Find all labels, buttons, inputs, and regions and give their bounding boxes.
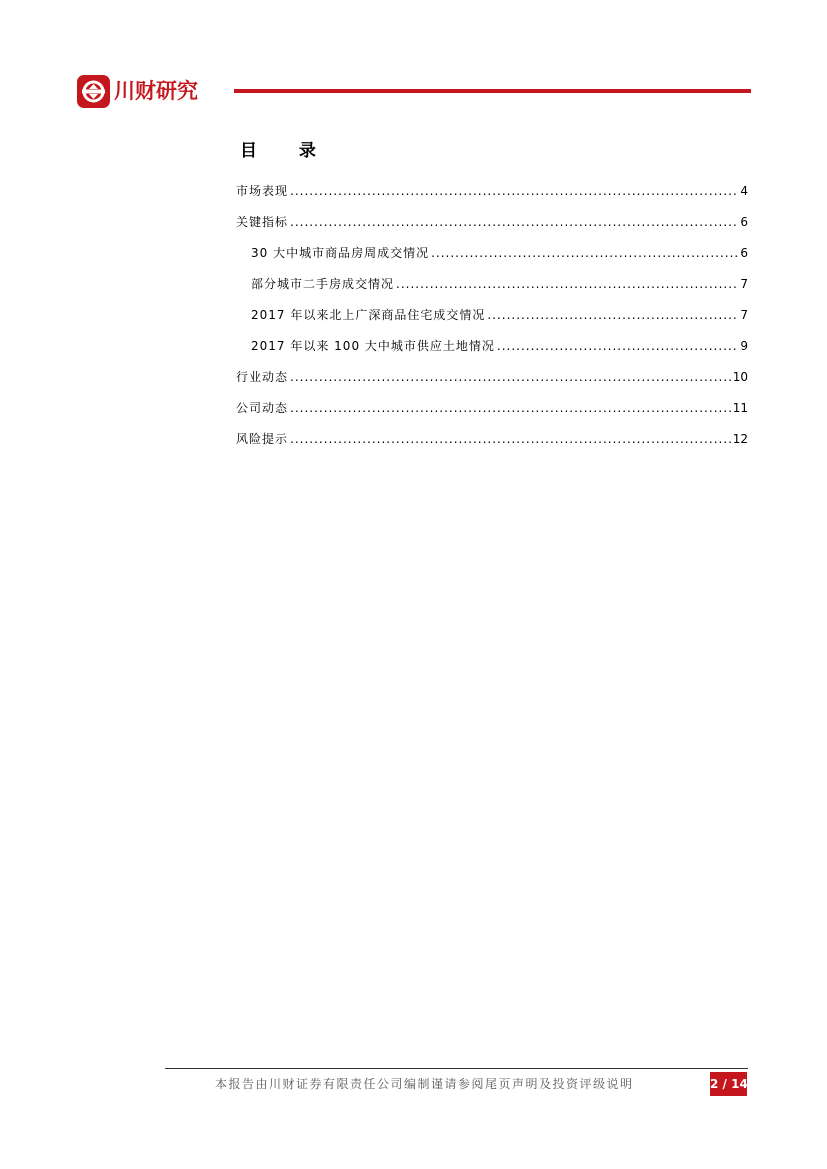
toc-page-number: 12 — [732, 432, 748, 446]
footer-divider — [165, 1068, 748, 1069]
header-divider — [234, 89, 751, 93]
toc-page-number: 6 — [740, 215, 748, 229]
toc-entry[interactable] — [236, 274, 748, 305]
toc-page-number: 11 — [732, 401, 748, 415]
toc-leader-dots — [487, 305, 738, 325]
toc-entry-label: 关键指标 — [236, 215, 289, 229]
page-header — [77, 74, 752, 110]
toc-entry[interactable] — [236, 429, 748, 460]
toc-entry-label: 部分城市二手房成交情况 — [251, 277, 395, 291]
toc-entry-label: 公司动态 — [236, 401, 289, 415]
toc-entry[interactable] — [236, 181, 748, 212]
toc-entry[interactable] — [236, 212, 748, 243]
toc-leader-dots — [290, 181, 738, 201]
chuancai-logo-icon — [77, 75, 110, 108]
toc-entry[interactable] — [236, 367, 748, 398]
toc-entry[interactable] — [236, 305, 748, 336]
toc-title: 目 录 — [240, 141, 334, 161]
toc-entry-label: 风险提示 — [236, 432, 289, 446]
toc-entry-label: 30 大中城市商品房周成交情况 — [251, 246, 430, 260]
toc-page-number: 6 — [740, 246, 748, 260]
toc-leader-dots — [290, 398, 731, 418]
toc-entry-label: 2017 年以来 100 大中城市供应土地情况 — [251, 339, 495, 353]
toc-entry[interactable] — [236, 336, 748, 367]
toc-leader-dots — [396, 274, 738, 294]
footer-disclaimer: 本报告由川财证券有限责任公司编制谨请参阅尾页声明及投资评级说明 — [215, 1077, 634, 1091]
toc-entry[interactable] — [236, 243, 748, 274]
toc-leader-dots — [290, 212, 738, 232]
toc-page-number: 9 — [740, 339, 748, 353]
toc-entry-label: 行业动态 — [236, 370, 289, 384]
toc-leader-dots — [290, 367, 731, 387]
toc-leader-dots — [497, 336, 738, 356]
toc-entry-label: 市场表现 — [236, 184, 289, 198]
toc-page-number: 10 — [732, 370, 748, 384]
page-number-badge: 2 / 14 — [710, 1072, 747, 1096]
toc-leader-dots — [290, 429, 731, 449]
toc-leader-dots — [431, 243, 738, 263]
toc-page-number: 7 — [740, 277, 748, 291]
toc-page-number: 7 — [740, 308, 748, 322]
brand-name: 川财研究 — [114, 79, 198, 103]
toc-entry-label: 2017 年以来北上广深商品住宅成交情况 — [251, 308, 486, 322]
toc-page-number: 4 — [740, 184, 748, 198]
table-of-contents — [236, 181, 748, 460]
toc-entry[interactable] — [236, 398, 748, 429]
